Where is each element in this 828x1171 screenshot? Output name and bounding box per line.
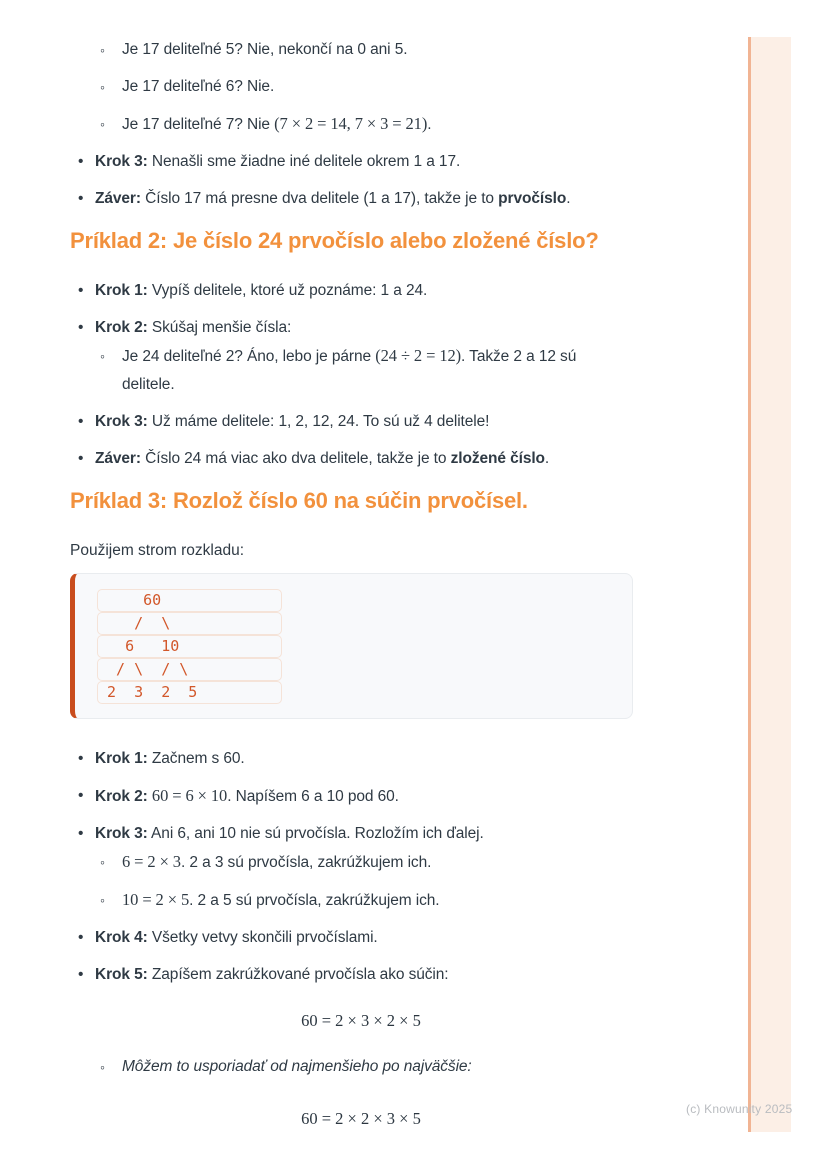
list-item: ◦ Je 17 deliteľné 6? Nie. [70, 73, 652, 101]
example1-conclusion-list [70, 148, 652, 213]
list-item-text: Krok 2: Skúšaj menšie čísla: [95, 319, 292, 336]
list-item: • Krok 1: Začnem s 60. [70, 745, 652, 773]
list-item: • Krok 1: Vypíš delitele, ktoré už poznáme: 1 a 24. [70, 277, 652, 305]
example3-steps-list [70, 745, 652, 989]
tree-line: 2 3 2 5 [97, 681, 282, 704]
list-item: • Krok 3: Nenašli sme žiadne iné delitele okrem 1 a 17. [70, 148, 652, 176]
product-equation-unsorted: 60 = 2 × 3 × 2 × 5 [301, 1011, 421, 1030]
list-item: • Krok 3: Už máme delitele: 1, 2, 12, 24. To sú už 4 delitele! [70, 408, 652, 436]
document-content [70, 0, 652, 1151]
page-edge-accent-bar [748, 37, 791, 1132]
tree-line: / \ / \ [97, 658, 282, 681]
example2-steps-list [70, 277, 652, 473]
list-item: • Krok 4: Všetky vetvy skončili prvočíslami. [70, 924, 652, 952]
factor-tree-ascii [97, 589, 616, 704]
sorting-note-list [70, 1053, 652, 1081]
tree-line: 6 10 [97, 635, 282, 658]
list-item: ◦ Je 24 deliteľné 2? Áno, lebo je párne (24 ÷ 2 = 12). Takže 2 a 12 sú delitele. [95, 342, 623, 399]
example3-heading: Príklad 3: Rozlož číslo 60 na súčin prvočísel. [70, 488, 528, 513]
list-item [70, 820, 652, 915]
list-item: ◦ Je 17 deliteľné 7? Nie (7 × 2 = 14, 7 × 3 = 21). [70, 110, 652, 139]
list-item: ◦ 6 = 2 × 3. 2 a 3 sú prvočísla, zakrúžkujem ich. [95, 848, 623, 877]
watermark: (c) Knowunity 2025 [686, 1102, 793, 1116]
example3-substeps-list [95, 848, 652, 915]
list-item: • Krok 5: Zapíšem zakrúžkované prvočísla ako súčin: [70, 961, 652, 989]
tree-line: 60 [97, 589, 282, 612]
tree-line: / \ [97, 612, 282, 635]
list-item: ◦ 10 = 2 × 5. 2 a 5 sú prvočísla, zakrúžkujem ich. [95, 886, 623, 915]
factor-tree-intro: Použijem strom rozkladu: [70, 542, 245, 559]
divisibility-check-list [70, 36, 652, 139]
list-item [70, 314, 652, 399]
factor-tree-code-block [70, 573, 633, 719]
list-item: • Záver: Číslo 24 má viac ako dva delitele, takže je to zložené číslo. [70, 445, 652, 473]
list-item: • Záver: Číslo 17 má presne dva delitele (1 a 17), takže je to prvočíslo. [70, 185, 652, 213]
example2-heading: Príklad 2: Je číslo 24 prvočíslo alebo zložené číslo? [70, 228, 599, 253]
product-equation-sorted: 60 = 2 × 2 × 3 × 5 [301, 1109, 421, 1128]
list-item: ◦ Je 17 deliteľné 5? Nie, nekončí na 0 ani 5. [70, 36, 652, 64]
list-item: • Krok 2: 60 = 6 × 10. Napíšem 6 a 10 pod 60. [70, 782, 652, 811]
example2-substeps-list [95, 342, 652, 399]
list-item-text: Krok 3: Ani 6, ani 10 nie sú prvočísla. Rozložím ich ďalej. [95, 825, 484, 842]
list-item: ◦ Môžem to usporiadať od najmenšieho po najväčšie: [70, 1053, 652, 1081]
